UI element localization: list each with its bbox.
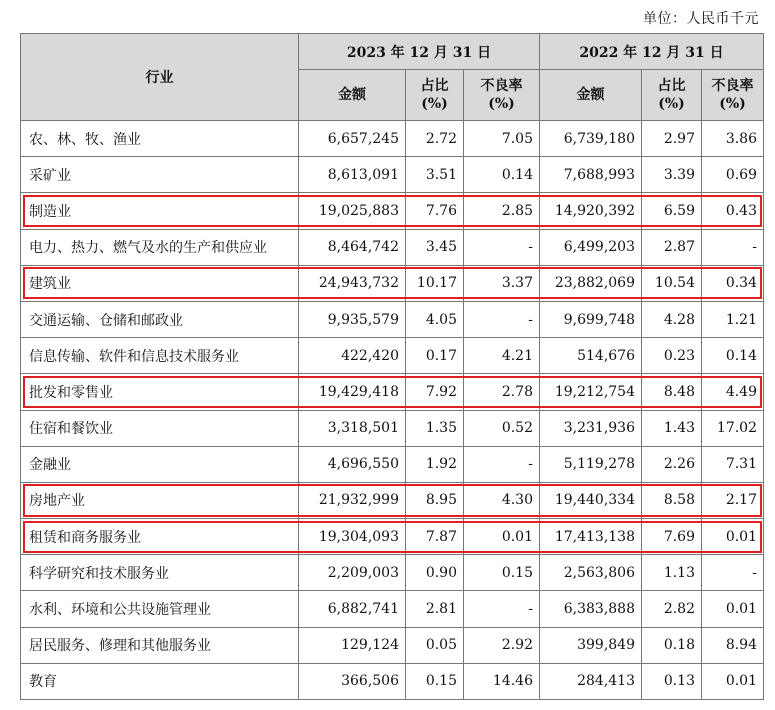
npl-2023-cell: 4.30 <box>464 482 540 518</box>
table-row <box>21 121 764 157</box>
industry-name-cell: 金融业 <box>21 446 299 482</box>
amount-2022-cell: 14,920,392 <box>540 193 642 229</box>
npl-2022-header: 不良率 (%) <box>702 70 764 121</box>
amount-2022-cell: 6,383,888 <box>540 591 642 627</box>
npl-2022-cell: 0.01 <box>702 591 764 627</box>
table-row <box>21 627 764 663</box>
ratio-2023-cell: 0.17 <box>406 338 464 374</box>
amount-2022-cell: 5,119,278 <box>540 446 642 482</box>
industry-name-cell: 水利、环境和公共设施管理业 <box>21 591 299 627</box>
amount-2022-cell: 6,739,180 <box>540 121 642 157</box>
ratio-2022-cell: 0.18 <box>642 627 702 663</box>
ratio-2023-cell: 7.92 <box>406 374 464 410</box>
ratio-2022-cell: 10.54 <box>642 265 702 301</box>
ratio-2023-cell: 1.92 <box>406 446 464 482</box>
npl-2023-cell: 4.21 <box>464 338 540 374</box>
npl-2022-cell: 7.31 <box>702 446 764 482</box>
amount-2023-cell: 129,124 <box>299 627 406 663</box>
npl-2022-cell: - <box>702 555 764 591</box>
table-row <box>21 265 764 301</box>
npl-2023-cell: - <box>464 229 540 265</box>
amount-2023-cell: 9,935,579 <box>299 301 406 337</box>
table-row <box>21 663 764 699</box>
industry-name-cell: 批发和零售业 <box>21 374 299 410</box>
industry-name-cell: 制造业 <box>21 193 299 229</box>
ratio-2023-cell: 0.05 <box>406 627 464 663</box>
amount-2022-cell: 19,440,334 <box>540 482 642 518</box>
table-row <box>21 482 764 518</box>
amount-2023-cell: 4,696,550 <box>299 446 406 482</box>
amount-2023-header: 金额 <box>299 70 406 121</box>
amount-2022-cell: 17,413,138 <box>540 519 642 555</box>
table-row <box>21 374 764 410</box>
npl-2022-cell: 3.86 <box>702 121 764 157</box>
amount-2023-cell: 6,657,245 <box>299 121 406 157</box>
table-row <box>21 446 764 482</box>
amount-2022-cell: 19,212,754 <box>540 374 642 410</box>
amount-2022-header: 金额 <box>540 70 642 121</box>
ratio-2022-cell: 1.13 <box>642 555 702 591</box>
ratio-2022-cell: 7.69 <box>642 519 702 555</box>
ratio-2022-cell: 0.13 <box>642 663 702 699</box>
industry-loan-table <box>20 33 764 700</box>
amount-2022-cell: 3,231,936 <box>540 410 642 446</box>
npl-2022-cell: 0.01 <box>702 519 764 555</box>
ratio-2023-cell: 2.81 <box>406 591 464 627</box>
npl-2022-cell: 8.94 <box>702 627 764 663</box>
ratio-2023-cell: 4.05 <box>406 301 464 337</box>
npl-2023-cell: 0.01 <box>464 519 540 555</box>
industry-header: 行业 <box>21 34 299 121</box>
table-header <box>21 34 764 121</box>
amount-2023-cell: 8,613,091 <box>299 157 406 193</box>
ratio-2022-header: 占比 (%) <box>642 70 702 121</box>
amount-2023-cell: 24,943,732 <box>299 265 406 301</box>
npl-2022-cell: 0.43 <box>702 193 764 229</box>
industry-name-cell: 采矿业 <box>21 157 299 193</box>
industry-name-cell: 农、林、牧、渔业 <box>21 121 299 157</box>
amount-2022-cell: 399,849 <box>540 627 642 663</box>
industry-name-cell: 租赁和商务服务业 <box>21 519 299 555</box>
table-row <box>21 338 764 374</box>
ratio-2023-cell: 3.51 <box>406 157 464 193</box>
ratio-2022-cell: 2.82 <box>642 591 702 627</box>
table-row <box>21 157 764 193</box>
amount-2023-cell: 422,420 <box>299 338 406 374</box>
ratio-2023-cell: 7.76 <box>406 193 464 229</box>
amount-2023-cell: 6,882,741 <box>299 591 406 627</box>
ratio-2023-cell: 0.15 <box>406 663 464 699</box>
ratio-2022-cell: 2.97 <box>642 121 702 157</box>
amount-2022-cell: 284,413 <box>540 663 642 699</box>
npl-2023-header: 不良率 (%) <box>464 70 540 121</box>
amount-2023-cell: 19,025,883 <box>299 193 406 229</box>
npl-2022-cell: 0.69 <box>702 157 764 193</box>
npl-2023-cell: 7.05 <box>464 121 540 157</box>
ratio-2023-cell: 8.95 <box>406 482 464 518</box>
industry-name-cell: 建筑业 <box>21 265 299 301</box>
npl-2023-cell: 0.15 <box>464 555 540 591</box>
ratio-2022-cell: 0.23 <box>642 338 702 374</box>
npl-2022-cell: 0.01 <box>702 663 764 699</box>
amount-2022-cell: 23,882,069 <box>540 265 642 301</box>
period-2023-header: 2023 年 12 月 31 日 <box>299 34 540 70</box>
ratio-2022-cell: 6.59 <box>642 193 702 229</box>
npl-2023-cell: 2.85 <box>464 193 540 229</box>
amount-2023-cell: 19,429,418 <box>299 374 406 410</box>
amount-2022-cell: 2,563,806 <box>540 555 642 591</box>
industry-name-cell: 教育 <box>21 663 299 699</box>
industry-name-cell: 电力、热力、燃气及水的生产和供应业 <box>21 229 299 265</box>
industry-name-cell: 住宿和餐饮业 <box>21 410 299 446</box>
amount-2023-cell: 3,318,501 <box>299 410 406 446</box>
ratio-2022-cell: 8.48 <box>642 374 702 410</box>
industry-name-cell: 居民服务、修理和其他服务业 <box>21 627 299 663</box>
npl-2022-cell: 4.49 <box>702 374 764 410</box>
amount-2023-cell: 19,304,093 <box>299 519 406 555</box>
npl-2023-cell: - <box>464 591 540 627</box>
npl-2023-cell: 2.92 <box>464 627 540 663</box>
ratio-2023-cell: 10.17 <box>406 265 464 301</box>
ratio-2022-cell: 4.28 <box>642 301 702 337</box>
amount-2022-cell: 514,676 <box>540 338 642 374</box>
npl-2022-cell: 17.02 <box>702 410 764 446</box>
ratio-2022-cell: 3.39 <box>642 157 702 193</box>
amount-2022-cell: 6,499,203 <box>540 229 642 265</box>
table-row <box>21 410 764 446</box>
amount-2023-cell: 366,506 <box>299 663 406 699</box>
npl-2022-cell: 2.17 <box>702 482 764 518</box>
industry-name-cell: 信息传输、软件和信息技术服务业 <box>21 338 299 374</box>
table-row <box>21 591 764 627</box>
amount-2022-cell: 7,688,993 <box>540 157 642 193</box>
amount-2023-cell: 21,932,999 <box>299 482 406 518</box>
ratio-2023-cell: 7.87 <box>406 519 464 555</box>
amount-2023-cell: 2,209,003 <box>299 555 406 591</box>
ratio-2023-cell: 2.72 <box>406 121 464 157</box>
npl-2022-cell: - <box>702 229 764 265</box>
npl-2023-cell: 0.14 <box>464 157 540 193</box>
npl-2022-cell: 1.21 <box>702 301 764 337</box>
industry-name-cell: 房地产业 <box>21 482 299 518</box>
table-row <box>21 555 764 591</box>
ratio-2023-cell: 1.35 <box>406 410 464 446</box>
industry-name-cell: 交通运输、仓储和邮政业 <box>21 301 299 337</box>
amount-2022-cell: 9,699,748 <box>540 301 642 337</box>
table-row <box>21 229 764 265</box>
npl-2023-cell: 0.52 <box>464 410 540 446</box>
unit-label: 单位：人民币千元 <box>643 11 759 27</box>
table-row <box>21 301 764 337</box>
npl-2023-cell: 3.37 <box>464 265 540 301</box>
npl-2022-cell: 0.34 <box>702 265 764 301</box>
period-2022-header: 2022 年 12 月 31 日 <box>540 34 764 70</box>
table-row <box>21 193 764 229</box>
table-body <box>21 121 764 700</box>
industry-name-cell: 科学研究和技术服务业 <box>21 555 299 591</box>
ratio-2022-cell: 8.58 <box>642 482 702 518</box>
amount-2023-cell: 8,464,742 <box>299 229 406 265</box>
npl-2023-cell: 14.46 <box>464 663 540 699</box>
ratio-2023-cell: 0.90 <box>406 555 464 591</box>
ratio-2022-cell: 1.43 <box>642 410 702 446</box>
npl-2023-cell: - <box>464 301 540 337</box>
ratio-2023-header: 占比 (%) <box>406 70 464 121</box>
npl-2022-cell: 0.14 <box>702 338 764 374</box>
npl-2023-cell: 2.78 <box>464 374 540 410</box>
table-row <box>21 519 764 555</box>
ratio-2022-cell: 2.26 <box>642 446 702 482</box>
ratio-2023-cell: 3.45 <box>406 229 464 265</box>
npl-2023-cell: - <box>464 446 540 482</box>
ratio-2022-cell: 2.87 <box>642 229 702 265</box>
